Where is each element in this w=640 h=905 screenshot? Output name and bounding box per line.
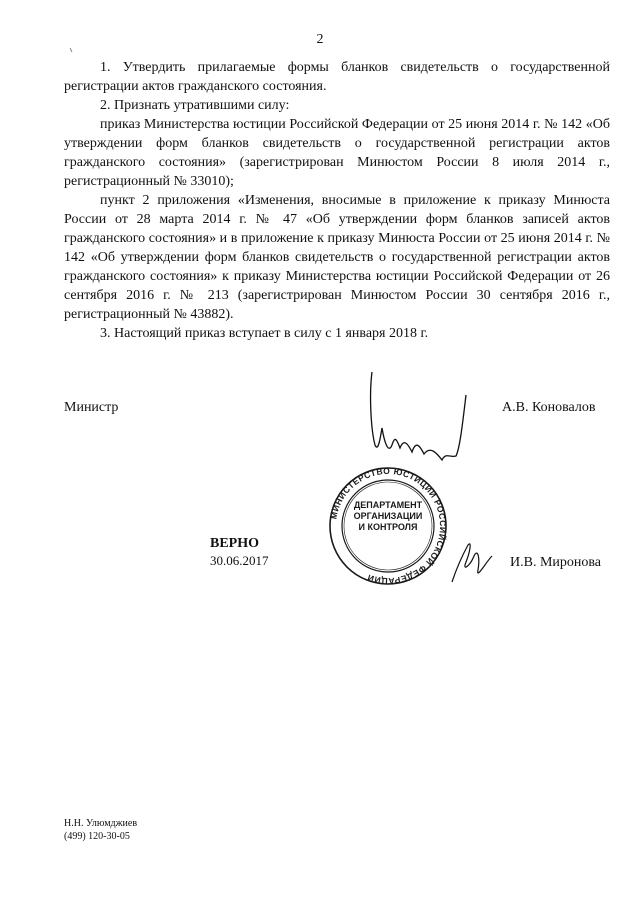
paragraph-4: пункт 2 приложения «Изменения, вносимые в приложение к приказу Минюста России от 28 марта 2014 г. № 47 «Об утверждении форм бланков записей актов гражданского состояния» и в приложение к приказу Минюста России от 25 июня 2014 г. № 142 «Об утверждении форм бланков свидетельств о государственной регистрации актов гражданского состояния» к приказу Министерства юстиции Российской Федерации от 26 сентября 2016 г. № 213 (зарегистрирован Минюстом России 30 сентября 2016 г., регистрационный № 43882). (64, 193, 610, 322)
certification-date: 30.06.2017 (210, 553, 269, 568)
certification-label: ВЕРНО (210, 536, 260, 551)
stamp-line-2: ОРГАНИЗАЦИИ (353, 511, 423, 521)
stamp-ring-text: МИНИСТЕРСТВО ЮСТИЦИИ РОССИЙСКОЙ ФЕДЕРАЦИИ (328, 465, 449, 587)
minister-signature (371, 372, 466, 460)
verifier-signature (452, 544, 492, 582)
executor-name: Н.Н. Улюмджиев (64, 818, 138, 829)
stamp-center-text (338, 500, 438, 533)
paragraph-1: 1. Утвердить прилагаемые формы бланков свидетельств о государственной регистрации актов гражданского состояния. (64, 60, 610, 94)
minister-name: А.В. Коновалов (502, 400, 596, 415)
paragraph-3: приказ Министерства юстиции Российской Федерации от 25 июня 2014 г. № 142 «Об утверждении форм бланков свидетельств о государственной регистрации актов гражданского состояния» (зарегистрирован Минюстом России 8 июля 2014 г., регистрационный № 33010); (64, 117, 610, 189)
executor-phone: (499) 120-30-05 (64, 831, 130, 842)
stamp-line-1: ДЕПАРТАМЕНТ (353, 500, 423, 510)
stamp-line-3: И КОНТРОЛЯ (358, 522, 418, 532)
paragraph-5: 3. Настоящий приказ вступает в силу с 1 января 2018 г. (100, 326, 429, 341)
minister-title: Министр (64, 400, 119, 415)
paragraph-2: 2. Признать утратившими силу: (100, 98, 290, 113)
page-number: 2 (316, 32, 324, 47)
verifier-name: И.В. Миронова (510, 555, 602, 570)
scan-mark (70, 48, 72, 52)
